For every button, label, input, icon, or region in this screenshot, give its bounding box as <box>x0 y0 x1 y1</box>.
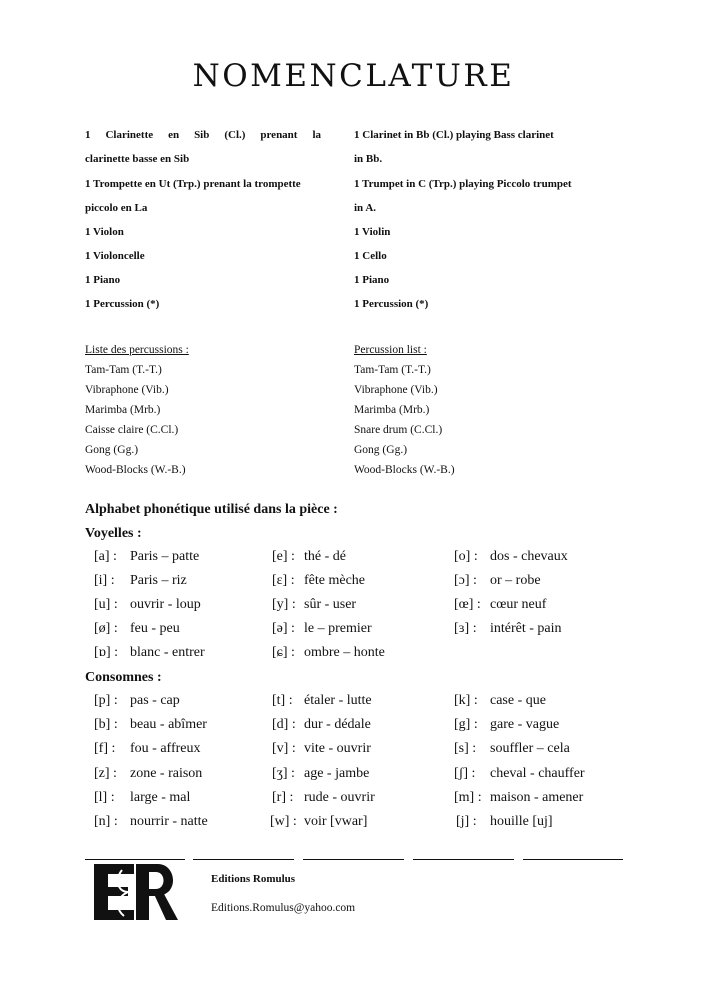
publisher-name: Editions Romulus <box>211 873 296 885</box>
consonant-symbol: [j] : <box>456 814 477 829</box>
percussion-en-item: Marimba (Mrb.) <box>354 404 430 416</box>
vowel-symbol: [ɔ] : <box>454 573 477 588</box>
percussion-fr-item: Gong (Gg.) <box>85 444 139 456</box>
consonant-example: case - que <box>490 693 546 708</box>
consonant-symbol: [p] : <box>94 693 118 708</box>
consonant-symbol: [g] : <box>454 717 478 732</box>
vowel-symbol: [ø] : <box>94 621 118 636</box>
consonant-example: vite - ouvrir <box>304 741 371 756</box>
consonant-example: gare - vague <box>490 717 560 732</box>
vowel-example: Paris – riz <box>130 573 187 588</box>
instrument-en-3: 1 Violin <box>354 226 391 238</box>
percussion-fr-item: Vibraphone (Vib.) <box>85 384 169 396</box>
instrument-en-2b: in A. <box>354 202 377 214</box>
instrument-fr-2b: piccolo en La <box>85 202 148 214</box>
vowel-symbol: [y] : <box>272 597 296 612</box>
consonant-example: fou - affreux <box>130 741 201 756</box>
vowel-symbol: [ə] : <box>272 621 295 636</box>
consonant-symbol: [w] : <box>270 814 297 829</box>
consonant-example: cheval - chauffer <box>490 766 585 781</box>
consonant-example: étaler - lutte <box>304 693 372 708</box>
instrument-en-1a: 1 Clarinet in Bb (Cl.) playing Bass clarinet <box>354 129 554 141</box>
consonant-example: zone - raison <box>130 766 203 781</box>
consonant-example: maison - amener <box>490 790 584 805</box>
instrument-fr-3: 1 Violon <box>85 226 124 238</box>
phonetics-heading: Alphabet phonétique utilisé dans la pièce : <box>85 502 338 517</box>
publisher-email[interactable]: Editions.Romulus@yahoo.com <box>211 902 356 914</box>
footer-divider <box>413 859 514 860</box>
vowel-example: or – robe <box>490 573 541 588</box>
consonant-example: pas - cap <box>130 693 180 708</box>
instrument-fr-6: 1 Percussion (*) <box>85 298 160 310</box>
vowel-symbol: [e] : <box>272 549 295 564</box>
instrument-en-2a: 1 Trumpet in C (Trp.) playing Piccolo trumpet <box>354 178 572 190</box>
consonant-symbol: [n] : <box>94 814 118 829</box>
consonant-example: beau - abîmer <box>130 717 207 732</box>
consonant-symbol: [b] : <box>94 717 118 732</box>
consonant-symbol: [v] : <box>272 741 296 756</box>
footer-divider <box>193 859 294 860</box>
percussion-heading-fr: Liste des percussions : <box>85 344 189 356</box>
vowel-example: intérêt - pain <box>490 621 562 636</box>
percussion-fr-item: Caisse claire (C.Cl.) <box>85 424 179 436</box>
percussion-fr-item: Tam-Tam (T.-T.) <box>85 364 162 376</box>
consonant-example: age - jambe <box>304 766 370 781</box>
footer-divider <box>303 859 404 860</box>
consonant-symbol: [r] : <box>272 790 294 805</box>
percussion-en-item: Gong (Gg.) <box>354 444 408 456</box>
instrument-fr-5: 1 Piano <box>85 274 121 286</box>
consonant-symbol: [m] : <box>454 790 482 805</box>
instrument-fr-2a: 1 Trompette en Ut (Trp.) prenant la trompette <box>85 178 301 190</box>
instrument-en-6: 1 Percussion (*) <box>354 298 429 310</box>
percussion-heading-en: Percussion list : <box>354 344 427 356</box>
vowel-symbol: [i] : <box>94 573 115 588</box>
instrument-fr-1a: 1 Clarinette en Sib (Cl.) prenant la <box>85 129 321 141</box>
consonant-symbol: [ʃ] : <box>454 766 476 781</box>
percussion-en-item: Tam-Tam (T.-T.) <box>354 364 431 376</box>
consonant-symbol: [ʒ] : <box>272 766 295 781</box>
percussion-fr-item: Wood-Blocks (W.-B.) <box>85 464 186 476</box>
vowel-example: ouvrir - loup <box>130 597 201 612</box>
instrument-fr-4: 1 Violoncelle <box>85 250 145 262</box>
vowel-example: feu - peu <box>130 621 180 636</box>
instrument-fr-1b: clarinette basse en Sib <box>85 153 190 165</box>
consonant-example: voir [vwar] <box>304 814 368 829</box>
percussion-en-item: Vibraphone (Vib.) <box>354 384 438 396</box>
vowel-symbol: [u] : <box>94 597 118 612</box>
consonant-symbol: [k] : <box>454 693 478 708</box>
consonant-example: rude - ouvrir <box>304 790 375 805</box>
consonant-example: large - mal <box>130 790 191 805</box>
vowel-symbol: [œ] : <box>454 597 481 612</box>
vowel-symbol: [ɕ] : <box>272 645 295 660</box>
vowel-symbol: [o] : <box>454 549 478 564</box>
instrument-en-5: 1 Piano <box>354 274 390 286</box>
vowel-symbol: [ɛ] : <box>272 573 295 588</box>
vowel-example: ombre – honte <box>304 645 385 660</box>
consonant-example: dur - dédale <box>304 717 371 732</box>
instrument-en-4: 1 Cello <box>354 250 387 262</box>
page-title: NOMENCLATURE <box>192 58 515 94</box>
vowel-example: dos - chevaux <box>490 549 568 564</box>
footer-divider <box>523 859 623 860</box>
consonant-symbol: [d] : <box>272 717 296 732</box>
vowel-example: thé - dé <box>304 549 346 564</box>
consonant-example: souffler – cela <box>490 741 570 756</box>
vowels-heading: Voyelles : <box>85 526 142 541</box>
vowel-symbol: [ɜ] : <box>454 621 477 636</box>
consonant-symbol: [z] : <box>94 766 117 781</box>
vowel-example: le – premier <box>304 621 372 636</box>
consonant-example: houille [uj] <box>490 814 553 829</box>
percussion-fr-item: Marimba (Mrb.) <box>85 404 161 416</box>
percussion-en-item: Snare drum (C.Cl.) <box>354 424 443 436</box>
consonant-symbol: [l] : <box>94 790 115 805</box>
consonant-symbol: [t] : <box>272 693 293 708</box>
vowel-symbol: [a] : <box>94 549 117 564</box>
vowel-example: Paris – patte <box>130 549 200 564</box>
publisher-logo <box>92 862 182 922</box>
footer-divider <box>85 859 185 860</box>
vowel-example: blanc - entrer <box>130 645 205 660</box>
vowel-example: fête mèche <box>304 573 366 588</box>
consonant-symbol: [s] : <box>454 741 477 756</box>
vowel-symbol: [ɒ] : <box>94 645 119 660</box>
instrument-en-1b: in Bb. <box>354 153 383 165</box>
vowel-example: sûr - user <box>304 597 357 612</box>
consonant-example: nourrir - natte <box>130 814 208 829</box>
consonant-symbol: [f] : <box>94 741 116 756</box>
consonants-heading: Consomnes : <box>85 670 162 685</box>
vowel-example: cœur neuf <box>490 597 547 612</box>
percussion-en-item: Wood-Blocks (W.-B.) <box>354 464 455 476</box>
